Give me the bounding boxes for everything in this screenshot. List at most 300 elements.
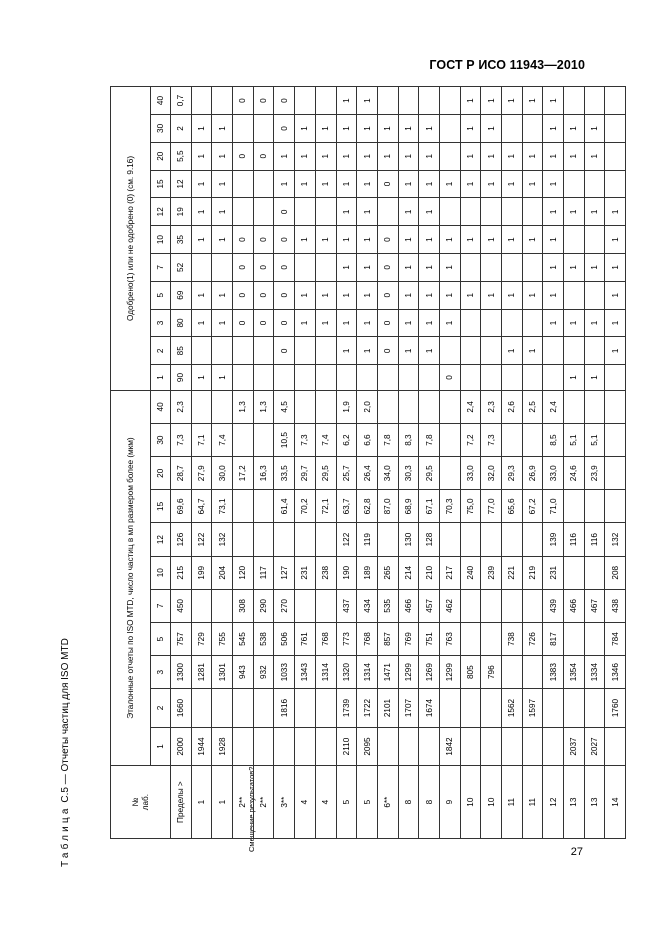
value-cell	[315, 253, 336, 281]
value-cell: 1471	[377, 656, 398, 689]
value-cell	[336, 365, 357, 391]
value-cell: 1	[419, 226, 440, 254]
count-size-header: 20	[151, 457, 171, 490]
value-cell	[481, 727, 502, 766]
value-cell: 1	[315, 309, 336, 337]
value-cell: 34,0	[377, 457, 398, 490]
value-cell: 25,7	[336, 457, 357, 490]
value-cell: 1	[295, 281, 316, 309]
value-cell: 68,9	[398, 490, 419, 523]
value-cell	[481, 365, 502, 391]
value-cell: 784	[605, 622, 626, 655]
value-cell: 1842	[439, 727, 460, 766]
table-row	[274, 87, 295, 839]
value-cell	[439, 390, 460, 423]
count-size-header: 15	[151, 490, 171, 523]
value-cell: 1	[522, 170, 543, 198]
value-cell: 1	[460, 142, 481, 170]
value-cell: 70,3	[439, 490, 460, 523]
value-cell: 1	[398, 142, 419, 170]
value-cell	[605, 727, 626, 766]
table-row	[584, 87, 605, 839]
value-cell: 6,2	[336, 424, 357, 457]
value-cell	[564, 689, 585, 728]
value-cell: 119	[357, 523, 378, 556]
value-cell: 290	[253, 589, 274, 622]
value-cell: 62,8	[357, 490, 378, 523]
value-cell	[564, 87, 585, 115]
value-cell	[522, 115, 543, 143]
lab-cell: 2**	[253, 766, 274, 839]
value-cell	[584, 490, 605, 523]
value-cell	[191, 589, 212, 622]
value-cell: 0	[233, 309, 254, 337]
count-size-header: 2	[151, 689, 171, 728]
value-cell: 439	[543, 589, 564, 622]
value-cell: 2,5	[522, 390, 543, 423]
value-cell	[543, 337, 564, 365]
approval-size-header: 3	[151, 309, 171, 337]
value-cell: 768	[315, 622, 336, 655]
value-cell: 1	[191, 226, 212, 254]
value-cell: 0	[253, 281, 274, 309]
lab-cell: 8	[398, 766, 419, 839]
value-cell	[584, 622, 605, 655]
value-cell	[522, 523, 543, 556]
value-cell	[377, 365, 398, 391]
value-cell: 1	[212, 170, 233, 198]
value-cell	[191, 87, 212, 115]
value-cell: 763	[439, 622, 460, 655]
value-cell: 1343	[295, 656, 316, 689]
value-cell	[439, 198, 460, 226]
value-cell: 1	[336, 253, 357, 281]
value-cell: 506	[274, 622, 295, 655]
value-cell	[605, 170, 626, 198]
value-cell	[315, 390, 336, 423]
value-cell	[502, 198, 523, 226]
value-cell: 12	[171, 170, 192, 198]
value-cell: 1760	[605, 689, 626, 728]
value-cell	[212, 390, 233, 423]
value-cell: 1	[419, 142, 440, 170]
value-cell	[460, 622, 481, 655]
value-cell: 0	[274, 226, 295, 254]
value-cell: 1	[357, 170, 378, 198]
value-cell	[233, 424, 254, 457]
value-cell: 729	[191, 622, 212, 655]
table-row	[212, 87, 233, 839]
value-cell: 1	[191, 365, 212, 391]
value-cell: 1	[481, 226, 502, 254]
value-cell	[212, 87, 233, 115]
value-cell	[253, 337, 274, 365]
value-cell	[233, 115, 254, 143]
value-cell: 219	[522, 556, 543, 589]
value-cell: 1	[398, 226, 419, 254]
value-cell	[295, 253, 316, 281]
value-cell: 1	[336, 170, 357, 198]
value-cell: 1	[584, 253, 605, 281]
value-cell: 1	[315, 142, 336, 170]
value-cell: 122	[336, 523, 357, 556]
value-cell: 2	[171, 115, 192, 143]
approval-size-header: 12	[151, 198, 171, 226]
value-cell: 2,0	[357, 390, 378, 423]
value-cell	[564, 170, 585, 198]
value-cell: 1	[336, 115, 357, 143]
value-cell: 1	[460, 226, 481, 254]
value-cell: 1	[481, 87, 502, 115]
value-cell: 2095	[357, 727, 378, 766]
count-size-header: 12	[151, 523, 171, 556]
value-cell: 545	[233, 622, 254, 655]
value-cell	[253, 689, 274, 728]
table-row	[357, 87, 378, 839]
value-cell: 231	[295, 556, 316, 589]
value-cell: 0	[253, 142, 274, 170]
value-cell: 1	[357, 142, 378, 170]
value-cell: 1	[295, 115, 316, 143]
value-cell: 1	[212, 309, 233, 337]
value-cell	[543, 727, 564, 766]
value-cell: 0	[253, 253, 274, 281]
count-size-header: 5	[151, 622, 171, 655]
lab-cell: 1	[212, 766, 233, 839]
value-cell	[439, 457, 460, 490]
value-cell	[315, 337, 336, 365]
table-row	[502, 87, 523, 839]
value-cell: 1	[336, 281, 357, 309]
value-cell	[439, 689, 460, 728]
count-size-header: 40	[151, 390, 171, 423]
value-cell	[605, 424, 626, 457]
value-cell: 2027	[584, 727, 605, 766]
value-cell	[605, 390, 626, 423]
value-cell: 1320	[336, 656, 357, 689]
table-row	[253, 87, 274, 839]
value-cell: 1,9	[336, 390, 357, 423]
value-cell: 1,3	[233, 390, 254, 423]
value-cell: 63,7	[336, 490, 357, 523]
value-cell: 1	[295, 142, 316, 170]
value-cell: 0	[233, 87, 254, 115]
value-cell: 208	[605, 556, 626, 589]
value-cell	[274, 523, 295, 556]
value-cell: 1	[460, 170, 481, 198]
value-cell: 35	[171, 226, 192, 254]
value-cell	[543, 689, 564, 728]
value-cell: 1	[502, 281, 523, 309]
value-cell: 1	[543, 226, 564, 254]
value-cell: 0	[274, 115, 295, 143]
value-cell: 1	[460, 281, 481, 309]
table-row	[191, 87, 212, 839]
value-cell: 0	[274, 253, 295, 281]
value-cell	[315, 87, 336, 115]
value-cell	[377, 390, 398, 423]
value-cell: 130	[398, 523, 419, 556]
value-cell: 239	[481, 556, 502, 589]
value-cell	[295, 390, 316, 423]
value-cell: 7,1	[191, 424, 212, 457]
value-cell: 0,7	[171, 87, 192, 115]
value-cell: 1707	[398, 689, 419, 728]
lab-header: № лаб.	[111, 766, 171, 839]
value-cell	[543, 365, 564, 391]
reference-counts-header: Эталонные отчеты по ISO MTD, число частиц в мл размером более (мкм)	[111, 390, 151, 765]
value-cell	[460, 589, 481, 622]
value-cell: 90	[171, 365, 192, 391]
bias-label: Смещение результатов?	[247, 766, 256, 852]
value-cell	[233, 523, 254, 556]
value-cell	[253, 424, 274, 457]
value-cell: 1	[419, 198, 440, 226]
value-cell	[377, 198, 398, 226]
value-cell: 1928	[212, 727, 233, 766]
value-cell: 1	[398, 253, 419, 281]
value-cell: 2,6	[502, 390, 523, 423]
lab-cell: 11	[502, 766, 523, 839]
value-cell: 0	[274, 309, 295, 337]
value-cell	[605, 142, 626, 170]
value-cell	[502, 365, 523, 391]
value-cell: 0	[253, 226, 274, 254]
table-row	[315, 87, 336, 839]
value-cell: 1	[605, 337, 626, 365]
value-cell: 1	[357, 309, 378, 337]
value-cell: 139	[543, 523, 564, 556]
value-cell: 467	[584, 589, 605, 622]
approval-header: Одобрено(1) или не одобрено (0) (см. 9.16)	[111, 87, 151, 391]
value-cell: 738	[502, 622, 523, 655]
value-cell	[522, 309, 543, 337]
value-cell: 726	[522, 622, 543, 655]
value-cell: 1	[336, 87, 357, 115]
value-cell	[295, 87, 316, 115]
value-cell: 204	[212, 556, 233, 589]
value-cell: 16,3	[253, 457, 274, 490]
value-cell: 761	[295, 622, 316, 655]
value-cell: 0	[377, 170, 398, 198]
lab-cell: 4	[295, 766, 316, 839]
value-cell	[398, 727, 419, 766]
value-cell: 1816	[274, 689, 295, 728]
value-cell: 116	[584, 523, 605, 556]
value-cell: 132	[605, 523, 626, 556]
value-cell: 33,0	[460, 457, 481, 490]
value-cell: 805	[460, 656, 481, 689]
value-cell	[274, 727, 295, 766]
lab-cell: 6**	[377, 766, 398, 839]
value-cell: 1562	[502, 689, 523, 728]
value-cell: 1	[543, 142, 564, 170]
value-cell: 217	[439, 556, 460, 589]
value-cell: 1	[481, 115, 502, 143]
value-cell: 122	[191, 523, 212, 556]
value-cell	[419, 727, 440, 766]
value-cell	[481, 309, 502, 337]
lab-cell: 5	[336, 766, 357, 839]
value-cell: 1	[584, 309, 605, 337]
value-cell	[522, 253, 543, 281]
value-cell: 1	[419, 115, 440, 143]
approval-size-header: 40	[151, 87, 171, 115]
value-cell: 1	[357, 253, 378, 281]
value-cell: 1	[377, 142, 398, 170]
value-cell: 438	[605, 589, 626, 622]
value-cell	[460, 727, 481, 766]
value-cell	[502, 727, 523, 766]
value-cell	[398, 87, 419, 115]
value-cell	[460, 198, 481, 226]
value-cell: 67,2	[522, 490, 543, 523]
caption-lead: Таблица	[60, 805, 71, 867]
value-cell: 1722	[357, 689, 378, 728]
value-cell: 1	[564, 365, 585, 391]
lab-cell: 5	[357, 766, 378, 839]
value-cell: 1	[543, 198, 564, 226]
approval-size-header: 30	[151, 115, 171, 143]
value-cell: 26,4	[357, 457, 378, 490]
lab-cell: 10	[460, 766, 481, 839]
value-cell: 1	[564, 142, 585, 170]
value-cell	[253, 727, 274, 766]
value-cell: 932	[253, 656, 274, 689]
value-cell: 7,8	[419, 424, 440, 457]
value-cell	[522, 656, 543, 689]
value-cell: 0	[274, 198, 295, 226]
value-cell: 0	[253, 87, 274, 115]
value-cell: 2,4	[460, 390, 481, 423]
value-cell	[315, 727, 336, 766]
value-cell: 1	[543, 253, 564, 281]
value-cell: 120	[233, 556, 254, 589]
value-cell: 7,4	[315, 424, 336, 457]
value-cell: 128	[419, 523, 440, 556]
value-cell	[295, 365, 316, 391]
value-cell	[502, 656, 523, 689]
value-cell	[315, 589, 336, 622]
value-cell: 29,5	[419, 457, 440, 490]
value-cell	[460, 689, 481, 728]
value-cell: 1	[564, 309, 585, 337]
value-cell: 1	[522, 226, 543, 254]
value-cell: 0	[439, 365, 460, 391]
value-cell: 466	[398, 589, 419, 622]
value-cell: 0	[377, 226, 398, 254]
value-cell: 0	[253, 309, 274, 337]
value-cell: 7,2	[460, 424, 481, 457]
value-cell: 7,4	[212, 424, 233, 457]
value-cell	[233, 727, 254, 766]
value-cell: 1	[481, 170, 502, 198]
value-cell: 7,8	[377, 424, 398, 457]
value-cell: 214	[398, 556, 419, 589]
value-cell: 308	[233, 589, 254, 622]
value-cell	[191, 689, 212, 728]
value-cell: 33,5	[274, 457, 295, 490]
value-cell: 1	[419, 170, 440, 198]
value-cell: 1	[336, 142, 357, 170]
value-cell: 116	[564, 523, 585, 556]
lab-cell: Пределы >	[171, 766, 192, 839]
value-cell: 1	[419, 309, 440, 337]
value-cell: 1	[191, 170, 212, 198]
value-cell	[564, 490, 585, 523]
table-row	[605, 87, 626, 839]
value-cell: 1	[481, 142, 502, 170]
value-cell: 7,3	[481, 424, 502, 457]
value-cell	[584, 337, 605, 365]
value-cell: 1	[357, 87, 378, 115]
value-cell: 127	[274, 556, 295, 589]
value-cell	[584, 390, 605, 423]
value-cell: 67,1	[419, 490, 440, 523]
value-cell: 1	[502, 226, 523, 254]
table-row	[564, 87, 585, 839]
value-cell: 0	[233, 253, 254, 281]
value-cell: 1	[522, 142, 543, 170]
value-cell	[439, 523, 460, 556]
value-cell: 1281	[191, 656, 212, 689]
value-cell: 1	[522, 87, 543, 115]
value-cell: 1	[357, 115, 378, 143]
value-cell	[522, 365, 543, 391]
value-cell	[439, 142, 460, 170]
value-cell: 10,5	[274, 424, 295, 457]
value-cell	[481, 622, 502, 655]
value-cell: 2110	[336, 727, 357, 766]
value-cell: 30,3	[398, 457, 419, 490]
value-cell: 5,5	[171, 142, 192, 170]
count-size-header: 1	[151, 727, 171, 766]
value-cell: 1	[336, 226, 357, 254]
value-cell: 1300	[171, 656, 192, 689]
value-cell	[295, 689, 316, 728]
value-cell: 17,2	[233, 457, 254, 490]
value-cell	[460, 337, 481, 365]
value-cell: 1	[212, 198, 233, 226]
value-cell: 1	[439, 170, 460, 198]
value-cell: 0	[274, 87, 295, 115]
lab-cell: 11	[522, 766, 543, 839]
approval-size-header: 2	[151, 337, 171, 365]
table-row	[481, 87, 502, 839]
value-cell	[212, 253, 233, 281]
value-cell: 1	[522, 337, 543, 365]
lab-cell: 12	[543, 766, 564, 839]
value-cell: 1	[336, 309, 357, 337]
value-cell	[502, 523, 523, 556]
value-cell: 1	[315, 170, 336, 198]
value-cell	[233, 490, 254, 523]
value-cell: 1	[564, 115, 585, 143]
value-cell: 1	[315, 226, 336, 254]
value-cell	[253, 115, 274, 143]
value-cell	[253, 365, 274, 391]
value-cell: 1	[212, 226, 233, 254]
value-cell: 1739	[336, 689, 357, 728]
value-cell: 2000	[171, 727, 192, 766]
value-cell	[605, 365, 626, 391]
value-cell: 773	[336, 622, 357, 655]
value-cell: 221	[502, 556, 523, 589]
value-cell: 85	[171, 337, 192, 365]
value-cell: 1	[543, 115, 564, 143]
value-cell: 1	[439, 281, 460, 309]
value-cell: 199	[191, 556, 212, 589]
